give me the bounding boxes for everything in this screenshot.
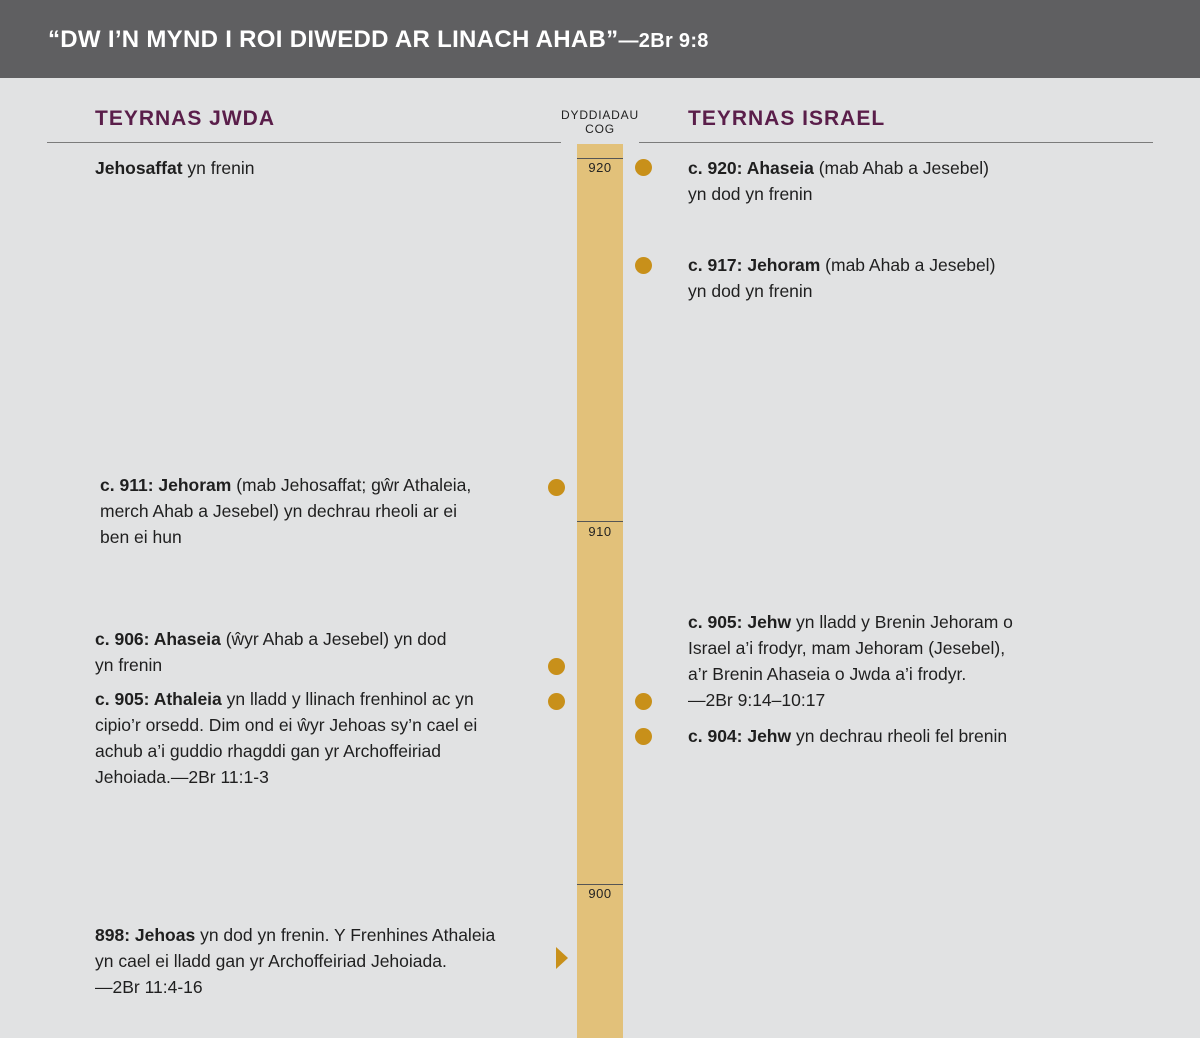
tick-mark-910: [577, 521, 623, 522]
event-marker-dot: [635, 159, 652, 176]
israel-event-jehu-reigns: [688, 723, 1007, 749]
israel-event-ahaziah: [688, 155, 989, 207]
event-marker-dot: [548, 658, 565, 675]
dates-title-line-2: COG: [585, 122, 615, 136]
entry-line: cipio’r orsedd. Dim ond ei ŵyr Jehoas sy’n cael ei: [95, 715, 478, 735]
tick-label-910: 910: [588, 524, 612, 539]
entry-heading: c. 906: Ahaseia: [95, 629, 221, 649]
entry-heading: c. 905: Athaleia: [95, 689, 222, 709]
entry-line: [95, 686, 477, 712]
entry-heading: c. 920: Ahaseia: [688, 158, 814, 178]
right-column-title: TEYRNAS ISRAEL: [688, 107, 886, 130]
entry-line: yn cael ei lladd gan yr Archoffeiriad Jehoiada.: [95, 951, 447, 971]
entry-line: [688, 723, 1007, 749]
entry-line: Israel a’i frodyr, mam Jehoram (Jesebel),: [688, 638, 1006, 658]
entry-heading: Jehosaffat: [95, 158, 183, 178]
entry-line: ben ei hun: [100, 527, 182, 547]
entry-line: Jehoiada.—2Br 11:1-3: [95, 767, 269, 787]
entry-text: (mab Ahab a Jesebel): [820, 255, 996, 275]
title-reference: —2Br 9:8: [618, 30, 709, 52]
timeline-bar: [577, 144, 623, 1038]
entry-line: [688, 609, 1013, 635]
right-header-rule: [639, 142, 1153, 143]
tick-label-900: 900: [588, 886, 612, 901]
tick-mark-920: [577, 158, 623, 159]
entry-text: yn dod yn frenin. Y Frenhines Athaleia: [195, 925, 496, 945]
entry-heading: c. 911: Jehoram: [100, 475, 232, 495]
entry-line: [100, 472, 471, 498]
left-header-rule: [47, 142, 561, 143]
entry-text: yn dechrau rheoli fel brenin: [791, 726, 1008, 746]
page-title: [48, 26, 709, 54]
left-column-title: TEYRNAS JWDA: [95, 107, 276, 130]
dates-title-line-1: DYDDIADAU: [561, 108, 639, 122]
event-marker-dot: [635, 257, 652, 274]
israel-event-jehu-kills: [688, 609, 1013, 713]
entry-line: [95, 922, 495, 948]
entry-line: achub a’i guddio rhagddi gan yr Archoffeiriad: [95, 741, 442, 761]
entry-heading: c. 904: Jehw: [688, 726, 792, 746]
event-marker-dot: [548, 693, 565, 710]
entry-line: yn frenin: [95, 655, 163, 675]
entry-heading: c. 917: Jehoram: [688, 255, 821, 275]
event-marker-dot: [548, 479, 565, 496]
judah-event-jehoshaphat: [95, 155, 255, 181]
event-marker-dot: [635, 728, 652, 745]
entry-line: yn dod yn frenin: [688, 281, 813, 301]
judah-event-jehoram: [100, 472, 471, 550]
entry-line: —2Br 9:14–10:17: [688, 690, 826, 710]
judah-event-ahaziah: [95, 626, 447, 678]
entry-heading: c. 905: Jehw: [688, 612, 792, 632]
event-marker-arrow: [556, 947, 568, 969]
entry-line: [95, 155, 255, 181]
entry-line: [95, 626, 447, 652]
israel-event-jehoram: [688, 252, 995, 304]
entry-text: yn frenin: [182, 158, 255, 178]
entry-line: merch Ahab a Jesebel) yn dechrau rheoli ar ei: [100, 501, 458, 521]
entry-text: (mab Ahab a Jesebel): [813, 158, 989, 178]
entry-text: yn lladd y llinach frenhinol ac yn: [221, 689, 474, 709]
judah-event-jehoash: [95, 922, 495, 1000]
title-text: “DW I’N MYND I ROI DIWEDD AR LINACH AHAB”: [48, 26, 619, 53]
page-header: [0, 0, 1200, 78]
entry-text: yn lladd y Brenin Jehoram o: [791, 612, 1013, 632]
tick-mark-900: [577, 884, 623, 885]
entry-text: (mab Jehosaffat; gŵr Athaleia,: [231, 475, 472, 495]
entry-line: —2Br 11:4-16: [95, 977, 203, 997]
entry-line: a’r Brenin Ahaseia o Jwda a’i frodyr.: [688, 664, 967, 684]
entry-line: [688, 155, 989, 181]
entry-line: yn dod yn frenin: [688, 184, 813, 204]
entry-line: [688, 252, 995, 278]
entry-text: (ŵyr Ahab a Jesebel) yn dod: [220, 629, 447, 649]
entry-heading: 898: Jehoas: [95, 925, 196, 945]
dates-column-title: [556, 108, 644, 136]
tick-label-920: 920: [588, 160, 612, 175]
event-marker-dot: [635, 693, 652, 710]
judah-event-athaliah: [95, 686, 477, 790]
